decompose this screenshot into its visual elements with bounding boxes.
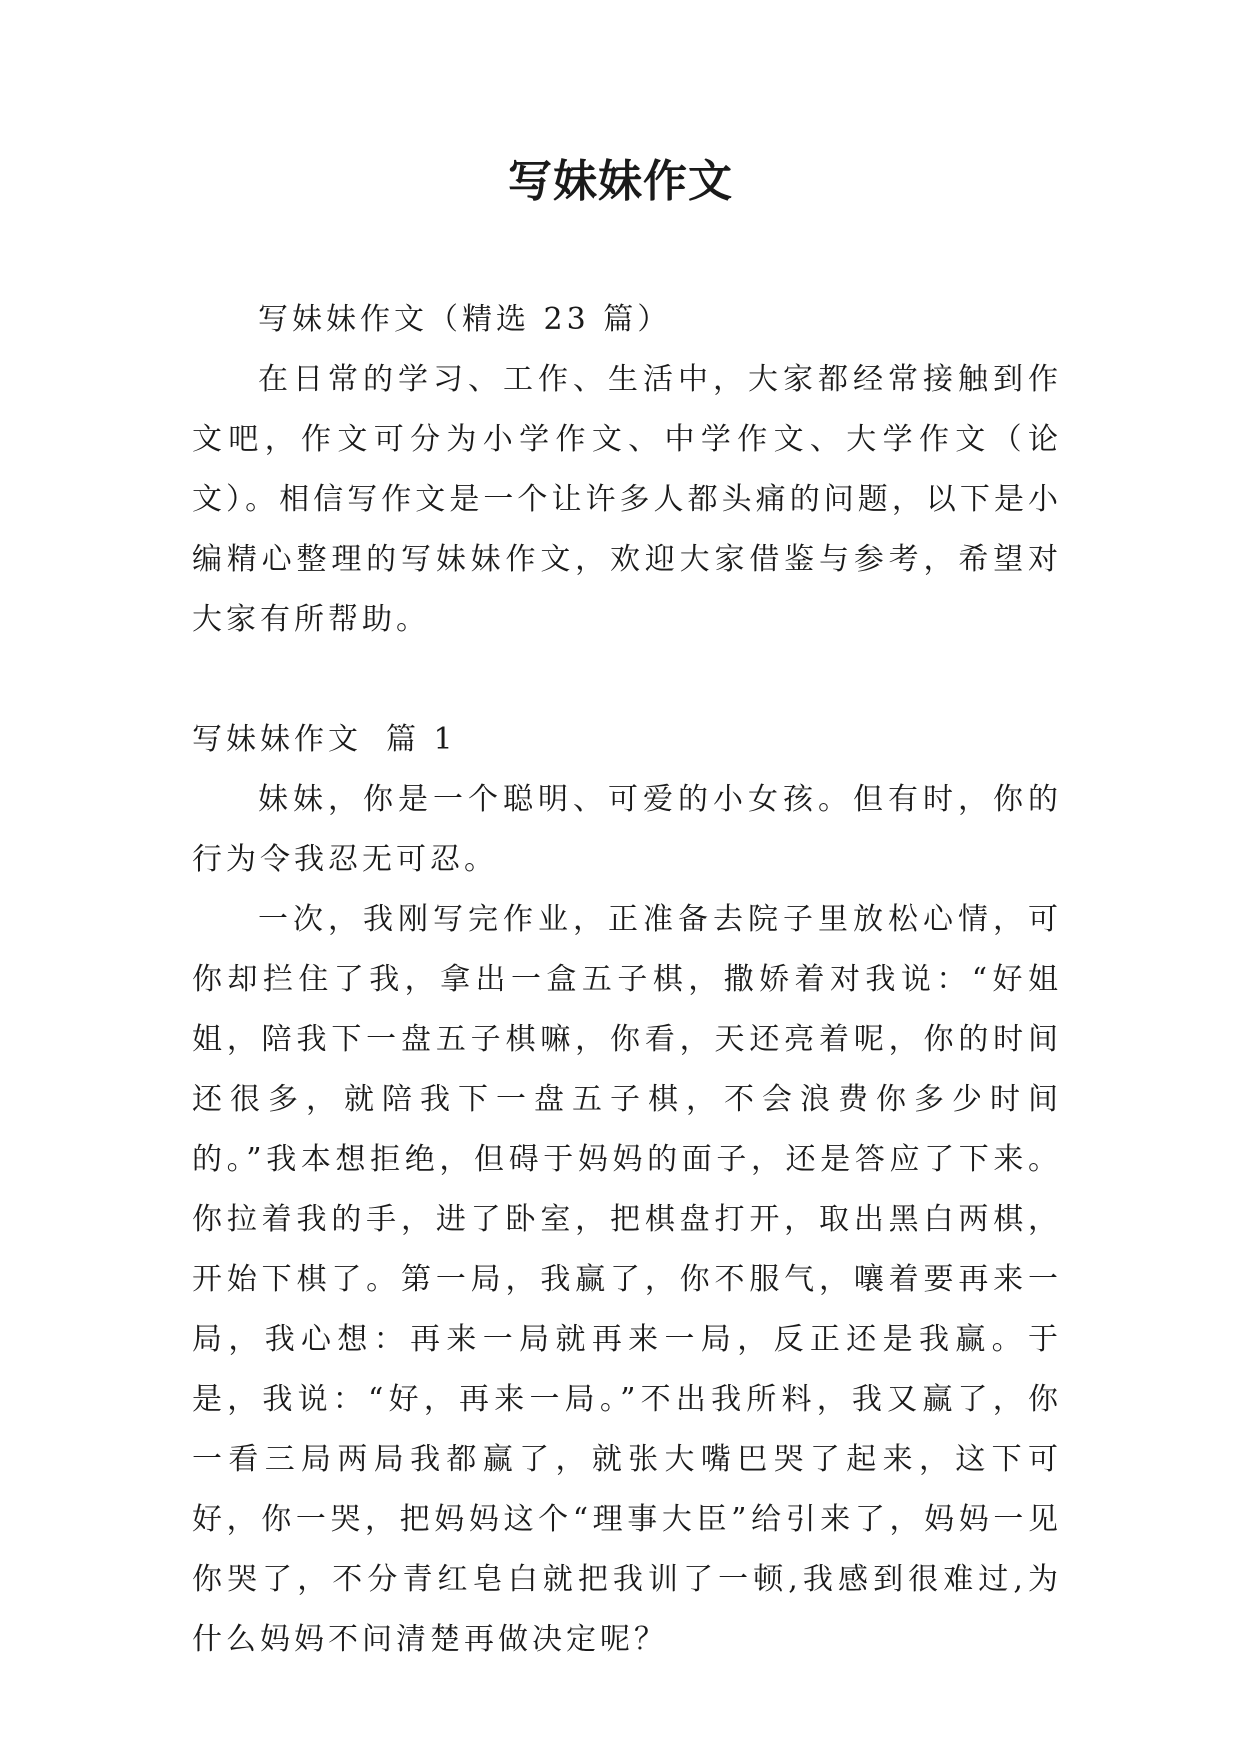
section-heading-title: 写妹妹作文	[192, 722, 362, 757]
intro-paragraph: 在日常的学习、工作、生活中，大家都经常接触到作文吧，作文可分为小学作文、中学作文、大学作文（论文）。相信写作文是一个让许多人都头痛的问题，以下是小编精心整理的写妹妹作文，欢迎大家借鉴与参考，希望对大家有所帮助。	[192, 362, 1062, 637]
section-heading-number: 篇 1	[386, 722, 457, 757]
section-paragraph: 妹妹，你是一个聪明、可爱的小女孩。但有时，你的行为令我忍无可忍。	[192, 782, 1062, 877]
document-title: 写妹妹作文	[508, 156, 733, 207]
intro-block	[192, 290, 1062, 650]
document-body	[192, 290, 1062, 1670]
document-subtitle: 写妹妹作文（精选 23 篇）	[258, 302, 672, 337]
section-paragraph: 一次，我刚写完作业，正准备去院子里放松心情，可你却拦住了我，拿出一盒五子棋，撒娇着对我说：“好姐姐，陪我下一盘五子棋嘛，你看，天还亮着呢，你的时间还很多，就陪我下一盘五子棋，不会浪费你多少时间的。”我本想拒绝，但碍于妈妈的面子，还是答应了下来。你拉着我的手，进了卧室，把棋盘打开，取出黑白两棋，开始下棋了。第一局，我赢了，你不服气，嚷着要再来一局，我心想：再来一局就再来一局，反正还是我赢。于是，我说：“好，再来一局。”不出我所料，我又赢了，你一看三局两局我都赢了，就张大嘴巴哭了起来，这下可好，你一哭，把妈妈这个“理事大臣”给引来了，妈妈一见你哭了，不分青红皂白就把我训了一顿,我感到很难过,为什么妈妈不问清楚再做决定呢？	[192, 902, 1062, 1657]
section-heading	[192, 710, 1062, 770]
